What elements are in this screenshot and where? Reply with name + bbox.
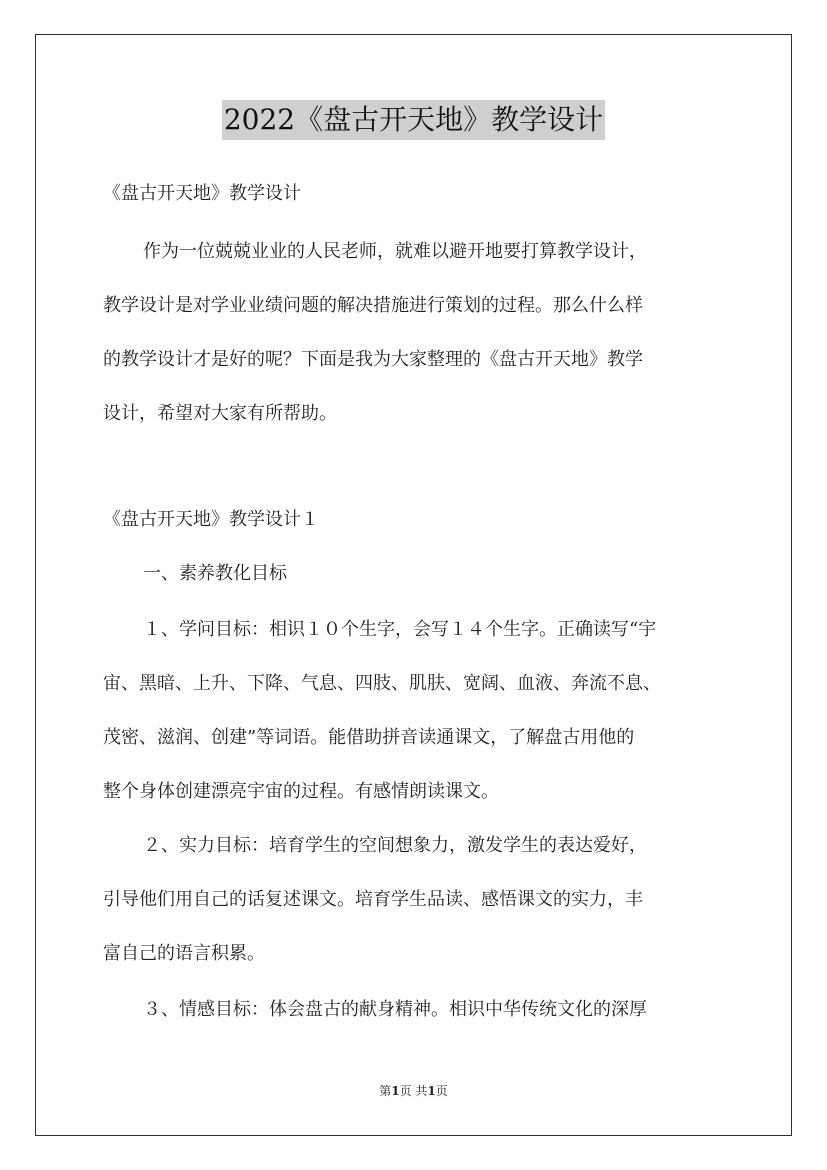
paragraph-line: ２、实力目标：培育学生的空间想象力，激发学生的表达爱好， bbox=[143, 835, 647, 856]
section-heading-intro: 《盘古开天地》教学设计 bbox=[103, 183, 301, 204]
paragraph-line: 宙、黑暗、上升、下降、气息、四肢、肌肤、宽阔、血液、奔流不息、 bbox=[103, 673, 661, 694]
paragraph-line: 茂密、滋润、创建”等词语。能借助拼音读通课文，了解盘古用他的 bbox=[103, 727, 635, 748]
footer-page-suffix: 页 bbox=[435, 1084, 448, 1098]
footer-page-total: 1 bbox=[427, 1084, 436, 1098]
section-heading-design-1: 《盘古开天地》教学设计１ bbox=[103, 509, 319, 530]
paragraph-line: 的教学设计才是好的呢？下面是我为大家整理的《盘古开天地》教学 bbox=[103, 349, 643, 370]
paragraph-line: 作为一位兢兢业业的人民老师，就难以避开地要打算教学设计， bbox=[143, 241, 647, 262]
paragraph-line: １、学问目标：相识１０个生字，会写１４个生字。正确读写“宇 bbox=[143, 619, 657, 640]
page-footer bbox=[0, 1083, 827, 1099]
subheading-objectives: 一、素养教化目标 bbox=[143, 563, 287, 584]
paragraph-line: 设计，希望对大家有所帮助。 bbox=[103, 403, 337, 424]
footer-page-prefix: 第 bbox=[379, 1084, 392, 1098]
paragraph-line: 引导他们用自己的话复述课文。培育学生品读、感悟课文的实力，丰 bbox=[103, 889, 643, 910]
paragraph-line: 整个身体创建漂亮宇宙的过程。有感情朗读课文。 bbox=[103, 781, 499, 802]
footer-page-mid: 页 共 bbox=[399, 1084, 428, 1098]
paragraph-line: ３、情感目标：体会盘古的献身精神。相识中华传统文化的深厚 bbox=[143, 999, 647, 1020]
paragraph-line: 教学设计是对学业业绩问题的解决措施进行策划的过程。那么什么样 bbox=[103, 295, 643, 316]
title-container bbox=[0, 100, 827, 140]
footer-page-current: 1 bbox=[391, 1084, 400, 1098]
paragraph-line: 富自己的语言积累。 bbox=[103, 943, 265, 964]
document-title: 2022《盘古开天地》教学设计 bbox=[222, 100, 605, 140]
